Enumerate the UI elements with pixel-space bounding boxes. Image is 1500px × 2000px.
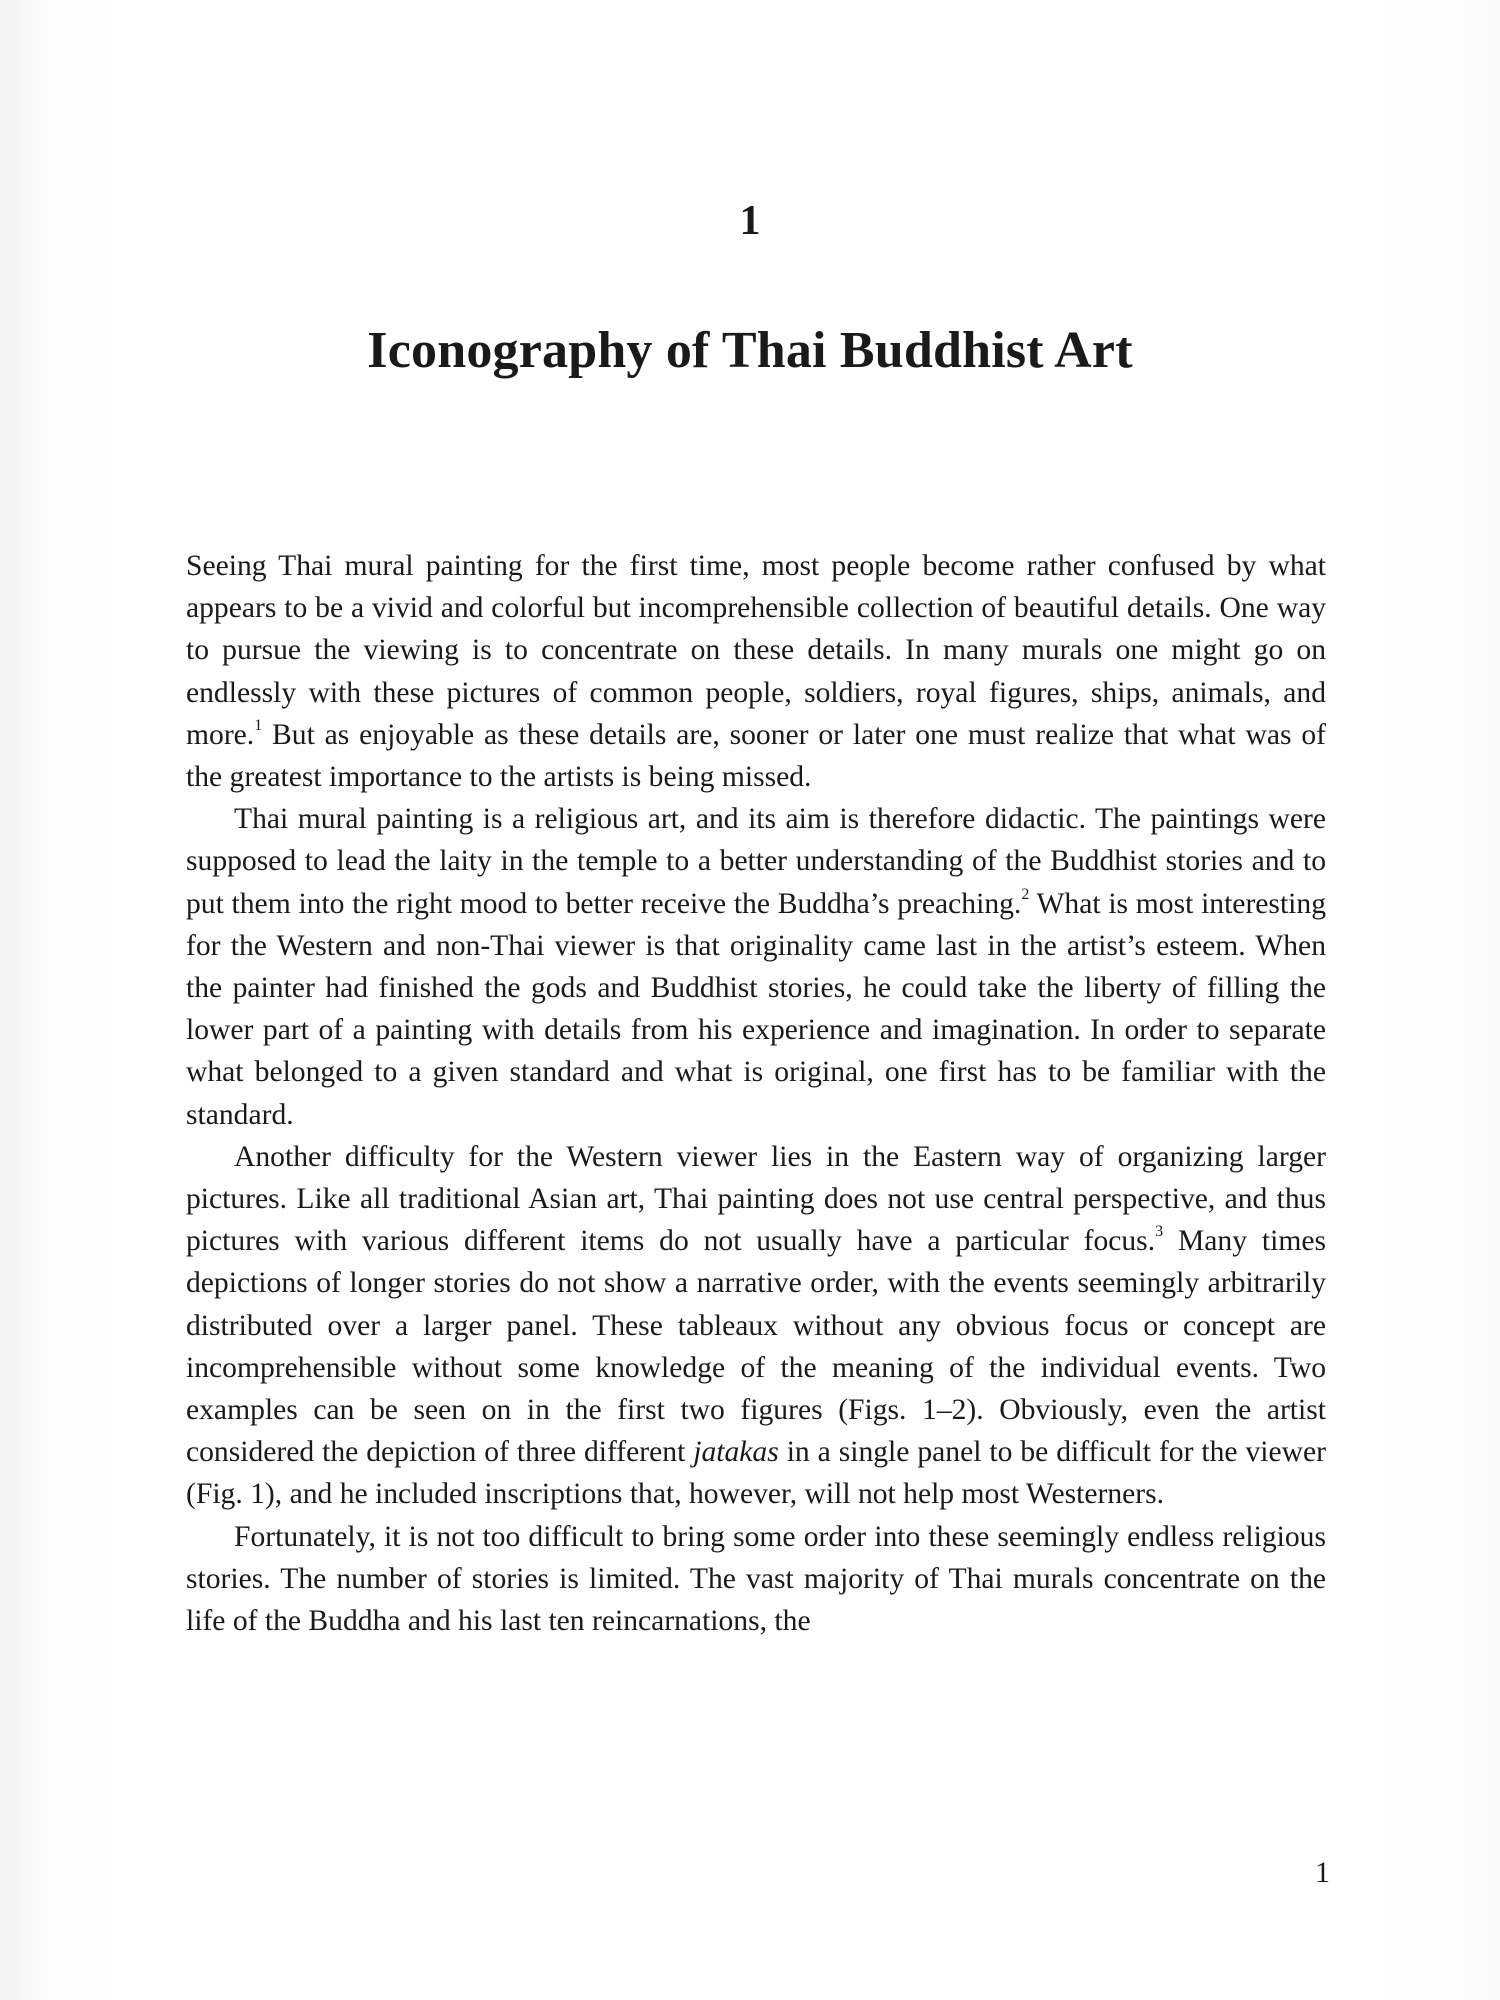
italic-term: jatakas	[693, 1436, 779, 1469]
paragraph-text: Seeing Thai mural painting for the first time, most people become rather confused by what appears to be a vivid and colorful but incomprehensible collection of beautiful details. One way to pursue the viewing is to concentrate on these details. In many murals one might go on endlessly with these pictures of common people, soldiers, royal figures, ships, animals, and more.	[186, 550, 1326, 751]
paragraph-text: Fortunately, it is not too difficult to bring some order into these seemingly endless religious stories. The number of stories is limited. The vast majority of Thai murals concentrate on the life of the Buddha and his last ten reincarnations, the	[186, 1520, 1326, 1638]
paragraph-text: Thai mural painting is a religious art, and its aim is therefore didactic. The paintings were supposed to lead the laity in the temple to a better understanding of the Buddhist stories and to put them into the right mood to better receive the Buddha’s preaching.	[186, 803, 1326, 920]
chapter-title: Iconography of Thai Buddhist Art	[367, 322, 1133, 379]
paragraph	[186, 545, 1326, 798]
paragraph-text: in a single panel to be difficult for the viewer (Fig. 1), and he included inscriptions that, however, will not help most Westerners.	[186, 1436, 1326, 1511]
chapter-number: 1	[739, 198, 761, 244]
paragraph-text: But as enjoyable as these details are, sooner or later one must realize that what was of the greatest importance to the artists is being missed.	[186, 718, 1326, 794]
footnote-marker: 2	[1021, 885, 1030, 903]
paragraph-text: What is most interesting for the Western and non-Thai viewer is that originality came last in the artist’s esteem. When the painter had finished the gods and Buddhist stories, he could take the liberty of filling the lower part of a painting with details from his experience and imagination. In order to separate what belonged to a given standard and what is original, one first has to be familiar with the standard.	[186, 887, 1326, 1131]
body-text	[186, 545, 1326, 1642]
paragraph	[186, 798, 1326, 1136]
paragraph	[186, 1516, 1326, 1643]
paragraph	[186, 1136, 1326, 1516]
footnote-marker: 1	[254, 716, 263, 734]
paragraph-text: Another difficulty for the Western viewer lies in the Eastern way of organizing larger pictures. Like all traditional Asian art, Thai painting does not use central perspective, and thus pictures with various different items do not usually have a particular focus.	[186, 1140, 1326, 1258]
paragraph-text: Many times depictions of longer stories do not show a narrative order, with the events seemingly arbitrarily distributed over a larger panel. These tableaux without any obvious focus or concept are incomprehensible without some knowledge of the meaning of the individual events. Two examples can be seen on in the first two figures (Figs. 1–2). Obviously, even the artist considered the depiction of three different	[186, 1225, 1326, 1469]
page-number: 1	[1315, 1856, 1330, 1889]
footnote-marker: 3	[1155, 1223, 1164, 1241]
